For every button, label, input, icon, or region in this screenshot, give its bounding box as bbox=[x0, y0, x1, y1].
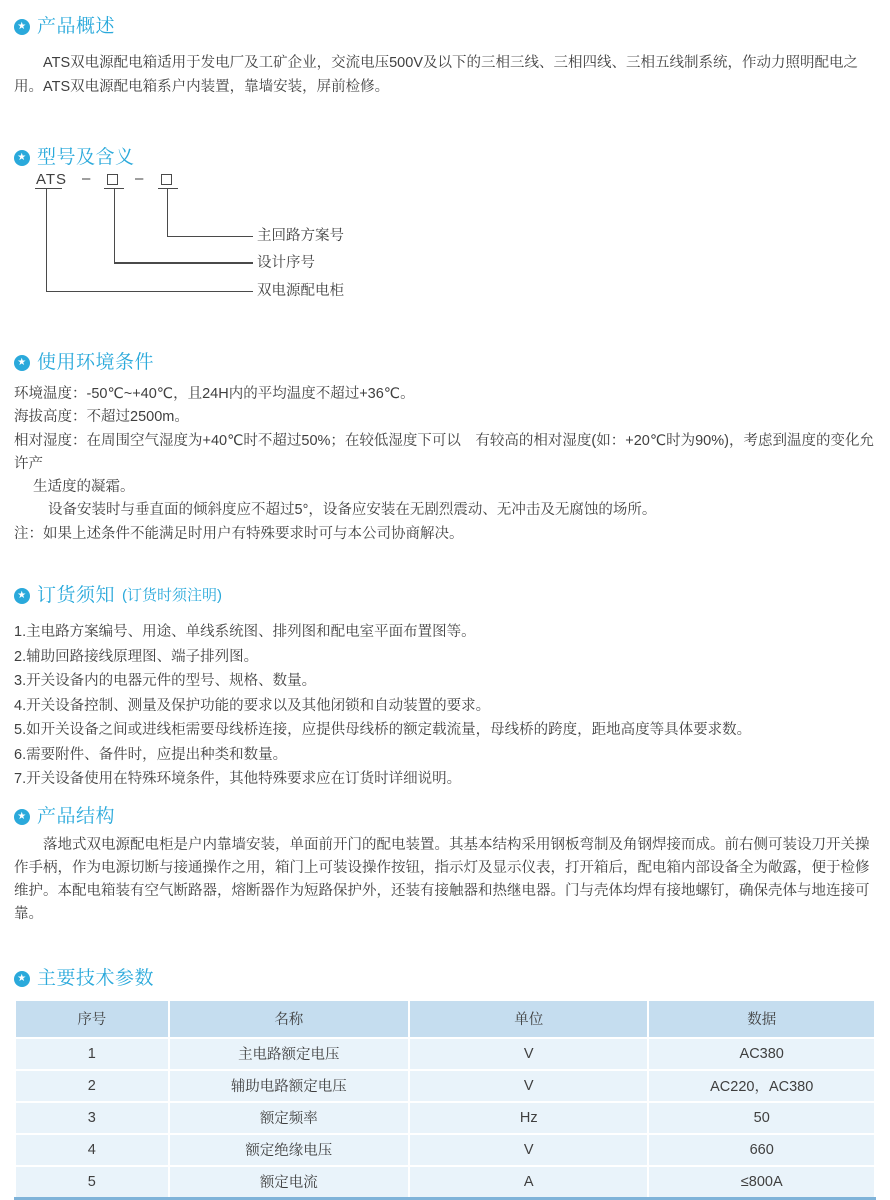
ordering-item: 1.主电路方案编号、用途、单线系统图、排列图和配电室平面布置图等。 bbox=[14, 624, 476, 641]
section-title-text: 使用环境条件 bbox=[37, 352, 155, 373]
environment-line: 相对湿度：在周围空气湿度为+40℃时不超过50%；在较低湿度下可以 有较高的相对湿度(如：+20℃时为90%)，考虑到温度的变化允许产 bbox=[14, 432, 874, 472]
section-title-text: 产品概述 bbox=[37, 16, 116, 37]
section-title-environment bbox=[14, 351, 876, 375]
parameters-table bbox=[14, 999, 876, 1200]
environment-line: 环境温度：-50℃~+40℃，且24H内的平均温度不超过+36℃。 bbox=[14, 386, 415, 402]
cell-name: 主电路额定电压 bbox=[169, 1038, 409, 1070]
model-dash: – bbox=[82, 170, 91, 187]
environment-line: 注：如果上述条件不能满足时用户有特殊要求时可与本公司协商解决。 bbox=[14, 525, 464, 542]
cell-unit: V bbox=[409, 1070, 648, 1102]
environment-conditions bbox=[14, 383, 876, 546]
section-title-model bbox=[14, 146, 876, 170]
catalog-page bbox=[0, 15, 890, 1200]
placeholder-box-icon bbox=[161, 174, 172, 185]
cell-name: 辅助电路额定电压 bbox=[169, 1070, 409, 1102]
cell-unit: V bbox=[409, 1038, 648, 1070]
connector-line bbox=[46, 188, 48, 293]
ordering-item: 3.开关设备内的电器元件的型号、规格、数量。 bbox=[14, 673, 317, 690]
cell-index: 5 bbox=[15, 1166, 169, 1199]
table-row bbox=[15, 1102, 875, 1134]
cell-data: 660 bbox=[648, 1134, 875, 1166]
cell-name: 额定频率 bbox=[169, 1102, 409, 1134]
environment-line: 生适度的凝霜。 bbox=[33, 479, 135, 496]
cell-index: 1 bbox=[15, 1038, 169, 1070]
cell-data: AC220，AC380 bbox=[648, 1070, 875, 1102]
column-header-data: 数据 bbox=[648, 1000, 875, 1038]
section-title-text: 产品结构 bbox=[37, 805, 116, 827]
ordering-list bbox=[14, 620, 876, 792]
cell-index: 4 bbox=[15, 1134, 169, 1166]
section-title-structure bbox=[14, 805, 876, 829]
section-title-text: 型号及含义 bbox=[37, 147, 135, 168]
star-bullet-icon: ★ bbox=[14, 588, 30, 604]
connector-line bbox=[35, 188, 62, 190]
environment-line: 设备安装时与垂直面的倾斜度应不超过5°，设备应安装在无剧烈震动、无冲击及无腐蚀的场所。 bbox=[48, 502, 657, 519]
section-title-ordering bbox=[14, 584, 876, 608]
table-header-row bbox=[15, 1000, 875, 1038]
cell-name: 额定电流 bbox=[169, 1166, 409, 1199]
section-title-overview bbox=[14, 15, 876, 39]
placeholder-box-icon bbox=[107, 174, 118, 185]
connector-line bbox=[114, 188, 116, 264]
structure-paragraph: 落地式双电源配电柜是户内靠墙安装，单面前开门的配电装置。其基本结构采用钢板弯制及角钢焊接而成。前右侧可装设刀开关操作手柄，作为电源切断与接通操作之用，箱门上可装设操作按钮，指示灯及显示仪表，打开箱后，配电箱内部设备全为敞露，便于检修维护。本配电箱装有空气断路器，熔断器作为短路保护外，还装有接触器和热继电器。门与壳体均焊有接地螺钉，确保壳体与地连接可靠。 bbox=[14, 836, 870, 923]
ordering-item: 4.开关设备控制、测量及保护功能的要求以及其他闭锁和自动装置的要求。 bbox=[14, 697, 491, 714]
cell-index: 2 bbox=[15, 1070, 169, 1102]
star-bullet-icon: ★ bbox=[14, 19, 30, 35]
model-designation-diagram bbox=[14, 172, 876, 314]
environment-line: 海拔高度：不超过2500m。 bbox=[14, 409, 189, 426]
model-prefix: ATS bbox=[36, 171, 68, 188]
star-bullet-icon: ★ bbox=[14, 971, 30, 987]
cell-unit: Hz bbox=[409, 1102, 648, 1134]
connector-line bbox=[158, 188, 178, 190]
ordering-item: 6.需要附件、备件时，应提出种类和数量。 bbox=[14, 746, 288, 763]
table-row bbox=[15, 1166, 875, 1199]
ordering-item: 7.开关设备使用在特殊环境条件，其他特殊要求应在订货时详细说明。 bbox=[14, 771, 462, 788]
cell-data: 50 bbox=[648, 1102, 875, 1134]
table-row bbox=[15, 1038, 875, 1070]
connector-line bbox=[167, 236, 254, 238]
cell-unit: V bbox=[409, 1134, 648, 1166]
star-bullet-icon: ★ bbox=[14, 809, 30, 825]
section-title-text: 订货须知 bbox=[37, 585, 116, 607]
connector-line bbox=[114, 262, 254, 264]
connector-line bbox=[167, 188, 169, 238]
cell-data: ≤800A bbox=[648, 1166, 875, 1199]
column-header-name: 名称 bbox=[169, 1000, 409, 1038]
model-dash: – bbox=[135, 170, 144, 187]
model-label-dual-power-cabinet: 双电源配电柜 bbox=[257, 283, 344, 299]
cell-name: 额定绝缘电压 bbox=[169, 1134, 409, 1166]
overview-paragraph: ATS双电源配电箱适用于发电厂及工矿企业，交流电压500V及以下的三相三线、三相四线、三相五线制系统，作动力照明配电之用。ATS双电源配电箱系户内装置，靠墙安装，屏前检修。 bbox=[14, 55, 858, 95]
section-title-parameters bbox=[14, 967, 876, 991]
cell-index: 3 bbox=[15, 1102, 169, 1134]
cell-data: AC380 bbox=[648, 1038, 875, 1070]
table-row bbox=[15, 1070, 875, 1102]
connector-line bbox=[46, 291, 254, 293]
section-subtitle: (订货时须注明) bbox=[122, 587, 223, 605]
table-row bbox=[15, 1134, 875, 1166]
model-label-main-circuit-scheme: 主回路方案号 bbox=[257, 228, 344, 244]
model-label-design-serial: 设计序号 bbox=[257, 254, 315, 271]
star-bullet-icon: ★ bbox=[14, 150, 30, 166]
column-header-unit: 单位 bbox=[409, 1000, 648, 1038]
column-header-index: 序号 bbox=[15, 1000, 169, 1038]
ordering-item: 2.辅助回路接线原理图、端子排列图。 bbox=[14, 648, 259, 665]
star-bullet-icon: ★ bbox=[14, 355, 30, 371]
cell-unit: A bbox=[409, 1166, 648, 1199]
ordering-item: 5.如开关设备之间或进线柜需要母线桥连接，应提供母线桥的额定载流量，母线桥的跨度，距地高度等具体要求数。 bbox=[14, 722, 752, 739]
section-title-text: 主要技术参数 bbox=[37, 967, 155, 989]
